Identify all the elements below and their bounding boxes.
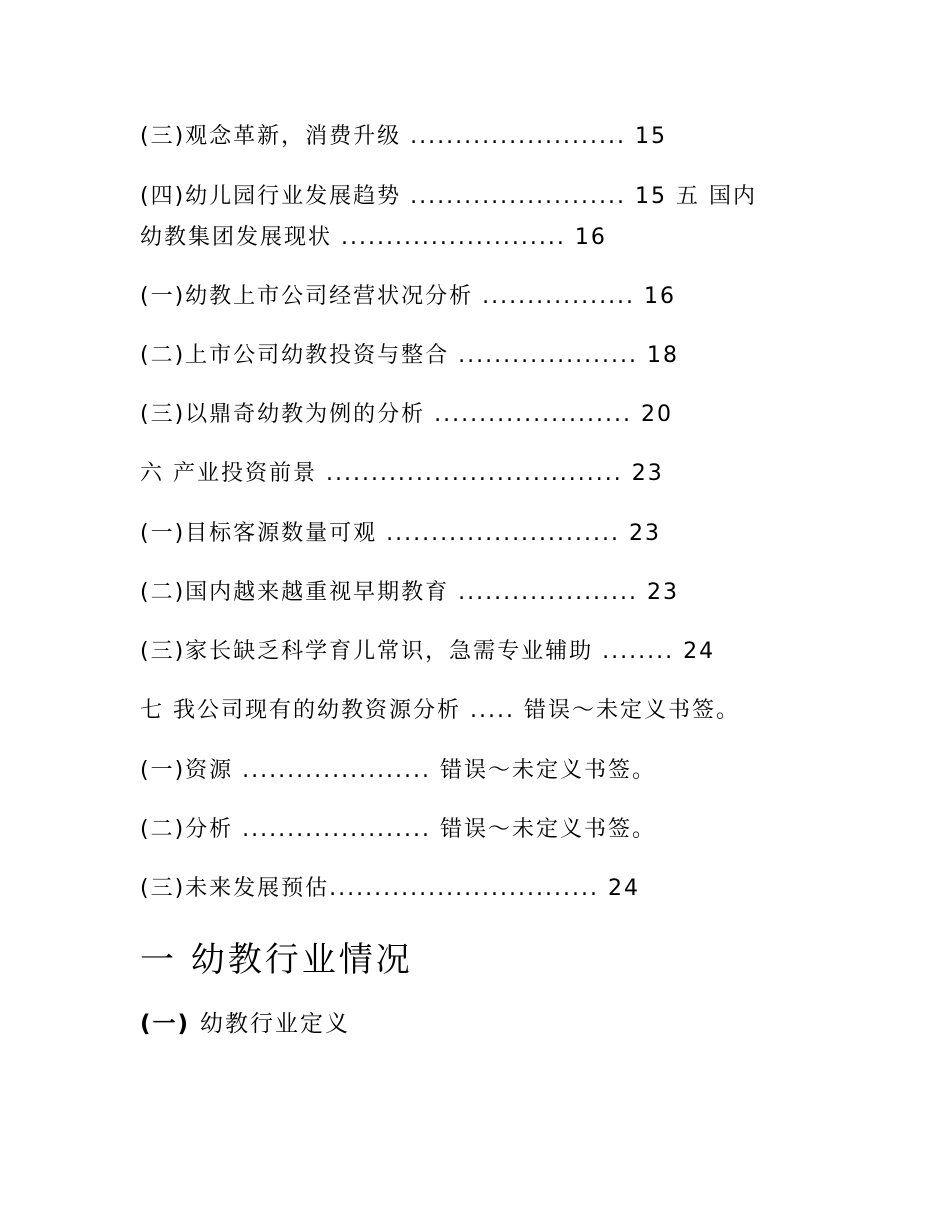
toc-entry[interactable]: (二)国内越来越重视早期教育 .................... 23 <box>140 580 680 605</box>
toc-entry[interactable]: (一)幼教上市公司经营状况分析 ................. 16 <box>140 284 677 309</box>
toc-entry[interactable]: (二)上市公司幼教投资与整合 .................... 18 <box>140 343 680 368</box>
section-heading: 一 幼教行业情况 <box>140 940 413 980</box>
toc-entry[interactable]: (二)分析 ..................... 错误～未定义书签。 <box>140 817 657 842</box>
subsection-number: (一) <box>140 1011 191 1037</box>
toc-entry[interactable]: (三)未来发展预估.............................. 24 <box>140 876 640 901</box>
toc-entry[interactable]: 六 产业投资前景 ................................. 23 <box>140 461 664 486</box>
toc-entry[interactable]: (一)资源 ..................... 错误～未定义书签。 <box>140 758 657 783</box>
toc-entry[interactable]: (三)家长缺乏科学育儿常识，急需专业辅助 ........ 24 <box>140 639 716 664</box>
toc-entry[interactable]: 幼教集团发展现状 ......................... 16 <box>140 225 607 250</box>
toc-entry[interactable]: (四)幼儿园行业发展趋势 ........................ 15 五 国内 <box>140 184 757 209</box>
toc-entry[interactable]: (一)目标客源数量可观 .......................... 23 <box>140 521 661 546</box>
toc-entry[interactable]: 七 我公司现有的幼教资源分析 ..... 错误～未定义书签。 <box>140 698 740 723</box>
toc-entry[interactable]: (三)以鼎奇幼教为例的分析 ...................... 20 <box>140 402 673 427</box>
toc-entry[interactable]: (三)观念革新，消费升级 ........................ 15 <box>140 124 667 149</box>
subsection-heading <box>140 1010 350 1038</box>
subsection-title: 幼教行业定义 <box>200 1011 351 1037</box>
